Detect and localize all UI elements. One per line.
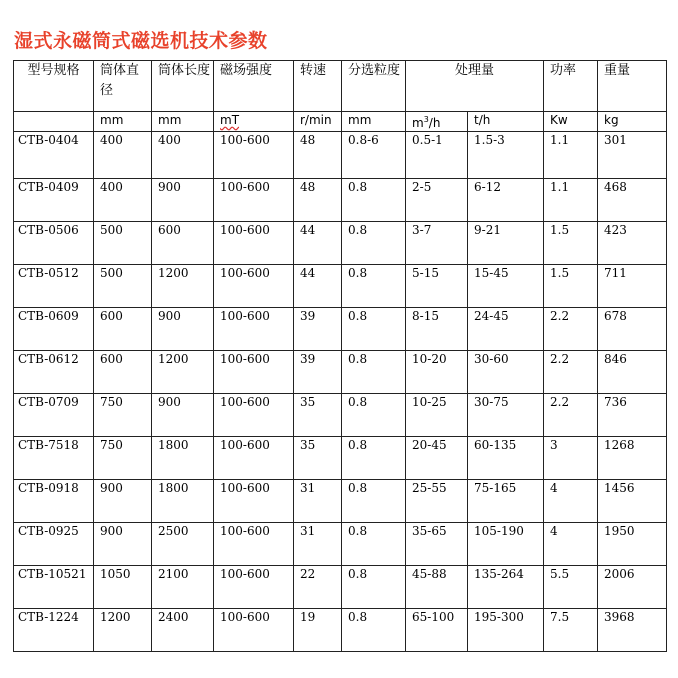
cell-speed: 31 <box>294 480 342 523</box>
cell-capacity-mass: 135-264 <box>468 566 544 609</box>
cell-particle-size: 0.8 <box>342 308 406 351</box>
cell-weight: 1268 <box>598 437 667 480</box>
cell-capacity-volume: 20-45 <box>406 437 468 480</box>
cell-power: 4 <box>544 480 598 523</box>
cell-capacity-mass: 6-12 <box>468 179 544 222</box>
cell-particle-size: 0.8 <box>342 394 406 437</box>
unit-field-strength-text: mT <box>220 113 240 127</box>
cell-speed: 39 <box>294 351 342 394</box>
cell-capacity-volume: 2-5 <box>406 179 468 222</box>
cell-capacity-volume: 3-7 <box>406 222 468 265</box>
cell-weight: 468 <box>598 179 667 222</box>
cell-capacity-mass: 30-60 <box>468 351 544 394</box>
cell-length: 1200 <box>152 265 214 308</box>
cell-speed: 48 <box>294 179 342 222</box>
cell-speed: 35 <box>294 394 342 437</box>
cell-particle-size: 0.8 <box>342 437 406 480</box>
unit-model <box>14 112 94 132</box>
cell-weight: 423 <box>598 222 667 265</box>
cell-capacity-mass: 9-21 <box>468 222 544 265</box>
cell-capacity-volume: 10-25 <box>406 394 468 437</box>
cell-particle-size: 0.8 <box>342 265 406 308</box>
header-particle-size: 分选粒度 <box>342 61 406 112</box>
unit-per-hour-text: /h <box>428 116 441 130</box>
unit-field-strength <box>214 112 294 132</box>
unit-capacity-volume <box>406 112 468 132</box>
table-row <box>14 179 667 222</box>
cell-model: CTB-0506 <box>14 222 94 265</box>
table-row <box>14 609 667 652</box>
cell-speed: 39 <box>294 308 342 351</box>
cell-model: CTB-0612 <box>14 351 94 394</box>
cell-length: 900 <box>152 308 214 351</box>
cell-field-strength: 100-600 <box>214 351 294 394</box>
table-row <box>14 523 667 566</box>
cell-weight: 1950 <box>598 523 667 566</box>
cell-particle-size: 0.8 <box>342 351 406 394</box>
cell-field-strength: 100-600 <box>214 265 294 308</box>
header-diameter: 筒体直径 <box>94 61 152 112</box>
cell-model: CTB-0925 <box>14 523 94 566</box>
cell-capacity-volume: 0.5-1 <box>406 132 468 179</box>
cell-weight: 846 <box>598 351 667 394</box>
header-model: 型号规格 <box>14 61 94 112</box>
cell-field-strength: 100-600 <box>214 132 294 179</box>
cell-speed: 31 <box>294 523 342 566</box>
cell-power: 7.5 <box>544 609 598 652</box>
table-row <box>14 351 667 394</box>
cell-power: 2.2 <box>544 308 598 351</box>
cell-speed: 19 <box>294 609 342 652</box>
cell-speed: 35 <box>294 437 342 480</box>
cell-field-strength: 100-600 <box>214 609 294 652</box>
cell-diameter: 900 <box>94 480 152 523</box>
unit-diameter: mm <box>94 112 152 132</box>
cell-diameter: 500 <box>94 265 152 308</box>
cell-speed: 44 <box>294 265 342 308</box>
cell-model: CTB-0609 <box>14 308 94 351</box>
cell-length: 2500 <box>152 523 214 566</box>
cell-diameter: 1200 <box>94 609 152 652</box>
cell-particle-size: 0.8 <box>342 480 406 523</box>
cell-model: CTB-0512 <box>14 265 94 308</box>
cell-capacity-volume: 8-15 <box>406 308 468 351</box>
cell-capacity-volume: 25-55 <box>406 480 468 523</box>
cell-length: 1800 <box>152 480 214 523</box>
cell-power: 1.1 <box>544 132 598 179</box>
cell-speed: 44 <box>294 222 342 265</box>
header-speed: 转速 <box>294 61 342 112</box>
cell-field-strength: 100-600 <box>214 179 294 222</box>
table-row <box>14 308 667 351</box>
cell-weight: 1456 <box>598 480 667 523</box>
cell-model: CTB-0918 <box>14 480 94 523</box>
cell-model: CTB-1224 <box>14 609 94 652</box>
cell-capacity-volume: 35-65 <box>406 523 468 566</box>
header-row <box>14 61 667 112</box>
cell-particle-size: 0.8 <box>342 609 406 652</box>
cell-particle-size: 0.8 <box>342 179 406 222</box>
cell-field-strength: 100-600 <box>214 437 294 480</box>
cell-particle-size: 0.8 <box>342 566 406 609</box>
cell-capacity-mass: 195-300 <box>468 609 544 652</box>
cell-weight: 711 <box>598 265 667 308</box>
cell-capacity-mass: 60-135 <box>468 437 544 480</box>
unit-m-text: m <box>412 116 424 130</box>
cell-field-strength: 100-600 <box>214 394 294 437</box>
table-row <box>14 480 667 523</box>
cell-weight: 3968 <box>598 609 667 652</box>
cell-power: 5.5 <box>544 566 598 609</box>
cell-power: 3 <box>544 437 598 480</box>
cell-weight: 736 <box>598 394 667 437</box>
cell-diameter: 400 <box>94 132 152 179</box>
cell-length: 1800 <box>152 437 214 480</box>
cell-capacity-mass: 24-45 <box>468 308 544 351</box>
units-row <box>14 112 667 132</box>
unit-length: mm <box>152 112 214 132</box>
cell-field-strength: 100-600 <box>214 308 294 351</box>
cell-length: 900 <box>152 394 214 437</box>
table-row <box>14 132 667 179</box>
cell-power: 1.5 <box>544 222 598 265</box>
cell-diameter: 1050 <box>94 566 152 609</box>
cell-length: 1200 <box>152 351 214 394</box>
unit-particle-size: mm <box>342 112 406 132</box>
cell-capacity-volume: 65-100 <box>406 609 468 652</box>
unit-power: Kw <box>544 112 598 132</box>
cell-capacity-mass: 1.5-3 <box>468 132 544 179</box>
cell-weight: 301 <box>598 132 667 179</box>
cell-field-strength: 100-600 <box>214 566 294 609</box>
header-power: 功率 <box>544 61 598 112</box>
header-length: 筒体长度 <box>152 61 214 112</box>
cell-diameter: 500 <box>94 222 152 265</box>
table-row <box>14 566 667 609</box>
unit-weight: kg <box>598 112 667 132</box>
cell-model: CTB-7518 <box>14 437 94 480</box>
table-row <box>14 222 667 265</box>
cell-field-strength: 100-600 <box>214 523 294 566</box>
cell-capacity-volume: 10-20 <box>406 351 468 394</box>
cell-weight: 678 <box>598 308 667 351</box>
cell-field-strength: 100-600 <box>214 222 294 265</box>
cell-particle-size: 0.8 <box>342 523 406 566</box>
cell-length: 400 <box>152 132 214 179</box>
cell-particle-size: 0.8 <box>342 222 406 265</box>
cell-power: 1.1 <box>544 179 598 222</box>
header-capacity: 处理量 <box>406 61 544 112</box>
cell-capacity-mass: 15-45 <box>468 265 544 308</box>
cell-length: 2100 <box>152 566 214 609</box>
document-title: 湿式永磁筒式磁选机技术参数 <box>14 30 268 52</box>
header-field-strength: 磁场强度 <box>214 61 294 112</box>
spec-table <box>13 60 667 652</box>
cell-diameter: 400 <box>94 179 152 222</box>
cell-power: 4 <box>544 523 598 566</box>
unit-cubic-superscript: 3 <box>423 115 429 124</box>
cell-speed: 48 <box>294 132 342 179</box>
cell-model: CTB-0409 <box>14 179 94 222</box>
table-body <box>14 132 667 652</box>
cell-field-strength: 100-600 <box>214 480 294 523</box>
cell-diameter: 750 <box>94 394 152 437</box>
cell-length: 600 <box>152 222 214 265</box>
cell-length: 900 <box>152 179 214 222</box>
cell-capacity-mass: 105-190 <box>468 523 544 566</box>
cell-power: 1.5 <box>544 265 598 308</box>
cell-power: 2.2 <box>544 394 598 437</box>
cell-diameter: 600 <box>94 308 152 351</box>
cell-capacity-mass: 75-165 <box>468 480 544 523</box>
cell-power: 2.2 <box>544 351 598 394</box>
cell-diameter: 900 <box>94 523 152 566</box>
cell-model: CTB-10521 <box>14 566 94 609</box>
cell-model: CTB-0709 <box>14 394 94 437</box>
table-row <box>14 394 667 437</box>
cell-capacity-mass: 30-75 <box>468 394 544 437</box>
cell-weight: 2006 <box>598 566 667 609</box>
unit-speed: r/min <box>294 112 342 132</box>
header-weight: 重量 <box>598 61 667 112</box>
unit-capacity-mass: t/h <box>468 112 544 132</box>
cell-diameter: 600 <box>94 351 152 394</box>
cell-length: 2400 <box>152 609 214 652</box>
cell-capacity-volume: 45-88 <box>406 566 468 609</box>
cell-capacity-volume: 5-15 <box>406 265 468 308</box>
cell-particle-size: 0.8-6 <box>342 132 406 179</box>
cell-diameter: 750 <box>94 437 152 480</box>
cell-speed: 22 <box>294 566 342 609</box>
table-row <box>14 265 667 308</box>
cell-model: CTB-0404 <box>14 132 94 179</box>
table-row <box>14 437 667 480</box>
